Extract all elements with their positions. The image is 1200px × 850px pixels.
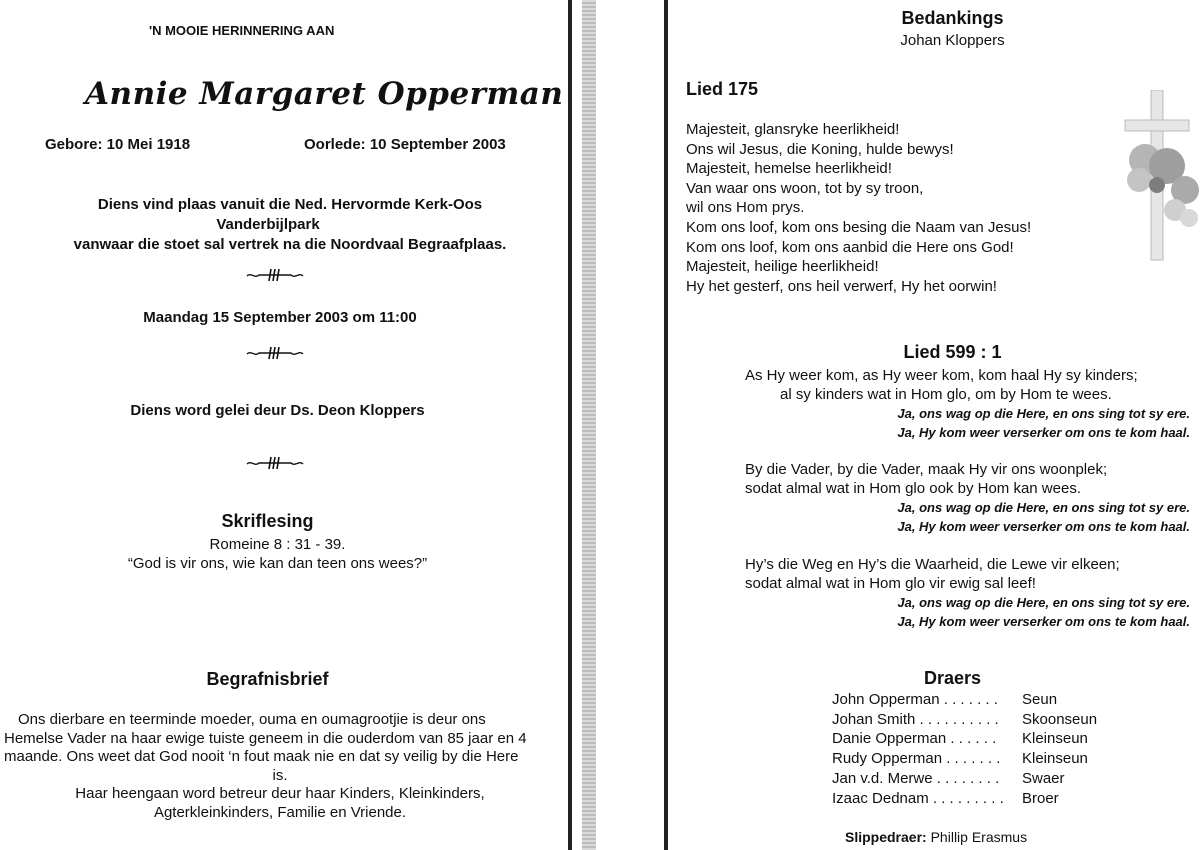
verse-line: al sy kinders wat in Hom glo, om by Hom te wees. <box>780 386 1112 403</box>
reading-heading: Skriflesing <box>221 511 314 531</box>
bearer-row <box>832 769 1097 789</box>
refrain-line: Ja, ons wag op die Here, en ons sing tot sy ere. <box>897 500 1190 515</box>
thanks-name: Johan Kloppers <box>900 32 1005 49</box>
bearer-relation: Swaer <box>1022 769 1065 787</box>
bearer-name: Jan v.d. Merwe . . . . . . . . <box>832 769 1000 787</box>
refrain-line: Ja, Hy kom weer verserker om ons te kom haal. <box>897 425 1190 440</box>
bearer-relation: Broer <box>1022 789 1059 807</box>
refrain-line: Ja, Hy kom weer verserker om ons te kom haal. <box>897 614 1190 629</box>
letter-line: is. <box>272 766 288 784</box>
lyric-line: Kom ons loof, kom ons aanbid die Here ons God! <box>686 238 1014 256</box>
bearer-name: John Opperman . . . . . . . <box>832 691 998 708</box>
bearer-name: Rudy Opperman . . . . . . . <box>832 750 1001 768</box>
bearers-heading: Draers <box>923 668 982 688</box>
lyric-line: Van waar ons woon, tot by sy troon, <box>686 179 924 197</box>
bearer-relation: Kleinseun <box>1022 750 1088 768</box>
bearer-row <box>832 729 1097 749</box>
bearer-name: Izaac Dednam . . . . . . . . . <box>832 789 1004 807</box>
lyric-line: Majesteit, glansryke heerlikheid! <box>686 121 900 138</box>
slip-label: Slippedraer: <box>845 829 927 845</box>
service-line: vanwaar die stoet sal vertrek na die Noordvaal Begraafplaas. <box>73 236 507 253</box>
right-page <box>675 0 1200 850</box>
service-line: Diens vind plaas vanuit die Ned. Hervormde Kerk-Oos <box>97 196 483 213</box>
song2-verse-3 <box>745 555 1190 631</box>
verse-line: Hy’s die Weg en Hy’s die Waarheid, die Lewe vir elkeen; <box>745 556 1120 573</box>
letter-line: Hemelse Vader na haar ewige tuiste geneem in die ouderdom van 85 jaar en 4 <box>4 729 527 747</box>
song1-heading: Lied 175 <box>686 79 759 99</box>
lyric-line: Majesteit, hemelse heerlikheid! <box>686 160 892 178</box>
reading-quote: “God is vir ons, wie kan dan teen ons wees?” <box>127 555 428 572</box>
slip-name: Phillip Erasmus <box>930 829 1028 845</box>
letter-line: Haar heengaan word betreur deur haar Kinders, Kleinkinders, <box>75 785 485 803</box>
lyric-line: Majesteit, heilige heerlikheid! <box>686 258 879 276</box>
verse-line: sodat almal wat in Hom glo ook by Hom kan wees. <box>745 480 1081 497</box>
ornament-divider <box>245 345 305 361</box>
binding-strip <box>582 0 596 850</box>
bearer-row <box>832 789 1097 809</box>
bearer-name: Johan Smith . . . . . . . . . . <box>832 710 999 728</box>
refrain-line: Ja, ons wag op die Here, en ons sing tot sy ere. <box>897 595 1190 610</box>
page-edge <box>664 0 668 850</box>
reading-reference: Romeine 8 : 31 - 39. <box>209 536 346 553</box>
cross-flowers-image <box>1115 90 1200 270</box>
song2-heading: Lied 599 : 1 <box>903 342 1002 362</box>
bearers-list <box>832 690 1097 808</box>
letter-line: maande. Ons weet dat God nooit ‘n fout maak nie en dat sy veilig by die Here <box>4 748 519 766</box>
lyric-line: wil ons Hom prys. <box>686 199 805 217</box>
bearer-row <box>832 749 1097 769</box>
verse-line: By die Vader, by die Vader, maak Hy vir ons woonplek; <box>745 461 1108 478</box>
birth-date: Gebore: 10 Mei 1918 <box>45 136 191 153</box>
service-date: Maandag 15 September 2003 om 11:00 <box>143 309 417 326</box>
ornament-divider <box>245 455 305 471</box>
letter-line: Agterkleinkinders, Familie en Vriende. <box>153 803 407 821</box>
letter-line: Ons dierbare en teerminde moeder, ouma en oumagrootjie is deur ons <box>18 711 486 728</box>
bearer-name: Danie Opperman . . . . . . <box>832 730 997 748</box>
lyric-line: Kom ons loof, kom ons besing die Naam van Jesus! <box>686 218 1032 236</box>
verse-line: As Hy weer kom, as Hy weer kom, kom haal Hy sy kinders; <box>745 367 1138 384</box>
bearer-relation: Skoonseun <box>1022 710 1098 728</box>
intro-text: 'N MOOIE HERINNERING AAN <box>149 23 335 38</box>
bearer-row <box>832 710 1097 730</box>
refrain-line: Ja, ons wag op die Here, en ons sing tot sy ere. <box>897 406 1190 421</box>
service-location <box>0 195 580 255</box>
lyric-line: Ons wil Jesus, die Koning, hulde bewys! <box>686 140 954 158</box>
verse-line: sodat almal wat in Hom glo vir ewig sal leef! <box>745 575 1036 592</box>
bearer-relation: Kleinseun <box>1022 730 1088 748</box>
officiant: Diens word gelei deur Ds. Deon Kloppers <box>130 402 425 419</box>
thanks-heading: Bedankings <box>901 8 1004 28</box>
death-date: Oorlede: 10 September 2003 <box>304 136 506 153</box>
bearer-row <box>832 690 1097 710</box>
song2-verse-1 <box>745 366 1190 442</box>
page-edge <box>568 0 572 850</box>
letter-text <box>0 711 560 823</box>
ornament-divider <box>245 267 305 283</box>
deceased-name: Annie Margaret Opperman <box>85 76 564 112</box>
song1-lyrics <box>686 120 1031 296</box>
left-page <box>0 0 570 850</box>
lyric-line: Hy het gesterf, ons heil verwerf, Hy het oorwin! <box>686 277 997 295</box>
service-line: Vanderbijlpark <box>216 216 320 233</box>
song2-verse-2 <box>745 460 1190 536</box>
pallbearer-reserve <box>845 829 1027 845</box>
letter-heading: Begrafnisbrief <box>206 669 329 689</box>
refrain-line: Ja, Hy kom weer verserker om ons te kom haal. <box>897 519 1190 534</box>
bearer-relation: Seun <box>1022 691 1058 708</box>
